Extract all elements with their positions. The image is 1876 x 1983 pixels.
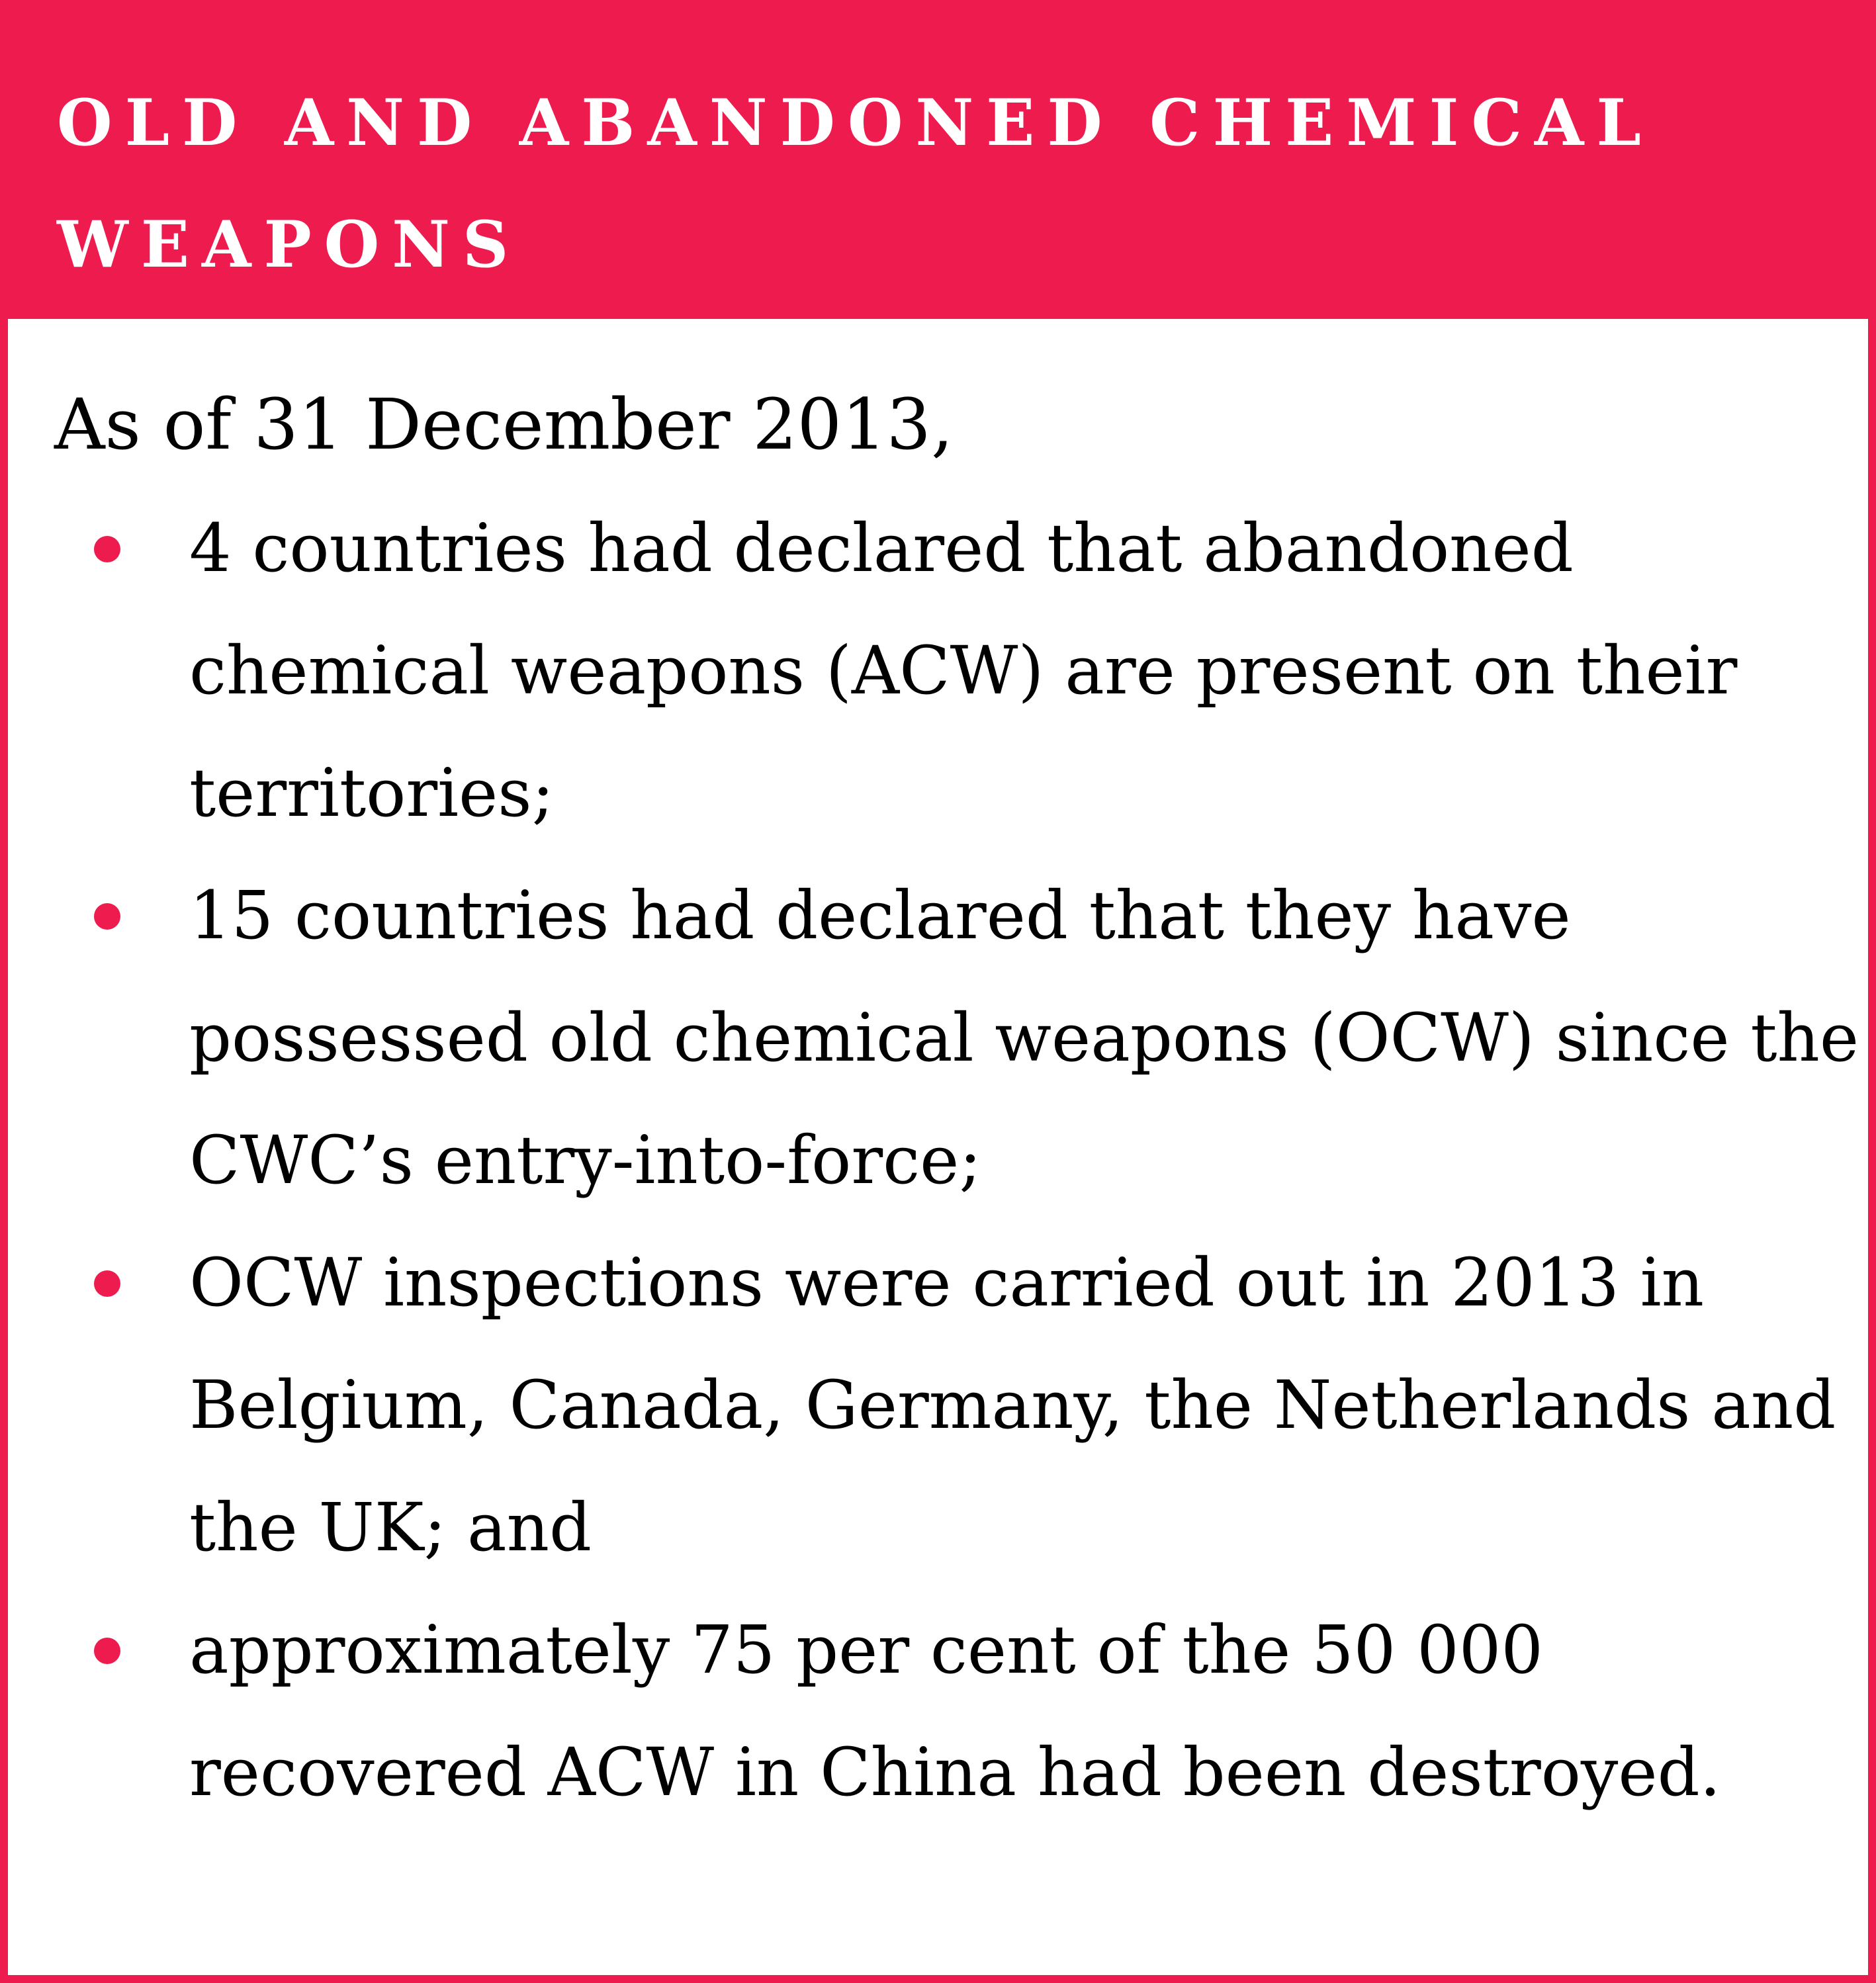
bullet-dot-icon	[94, 1638, 120, 1664]
bullet-item	[8, 1589, 1870, 1833]
bullet-item	[8, 487, 1870, 854]
bullet-list	[8, 487, 1876, 1833]
bullet-dot-icon	[94, 1270, 120, 1297]
bullet-text: 4 countries had declared that abandoned chemical weapons (ACW) are present on their territories;	[189, 509, 1738, 832]
box-header	[8, 8, 1876, 319]
bullet-text: 15 countries had declared that they have possessed old chemical weapons (OCW) since the CWC’s entry-into-force;	[189, 877, 1859, 1199]
bullet-text: OCW inspections were carried out in 2013 in Belgium, Canada, Germany, the Netherlands and the UK; and	[189, 1244, 1836, 1566]
bullet-dot-icon	[94, 536, 120, 562]
bullet-item	[8, 854, 1870, 1221]
bullet-text: approximately 75 per cent of the 50 000 recovered ACW in China had been destroyed.	[189, 1611, 1721, 1811]
bullet-dot-icon	[94, 903, 120, 930]
box-title: OLD AND ABANDONED CHEMICAL WEAPONS	[57, 85, 1654, 282]
bullet-item	[8, 1221, 1870, 1589]
intro-text: As of 31 December 2013,	[54, 384, 954, 465]
